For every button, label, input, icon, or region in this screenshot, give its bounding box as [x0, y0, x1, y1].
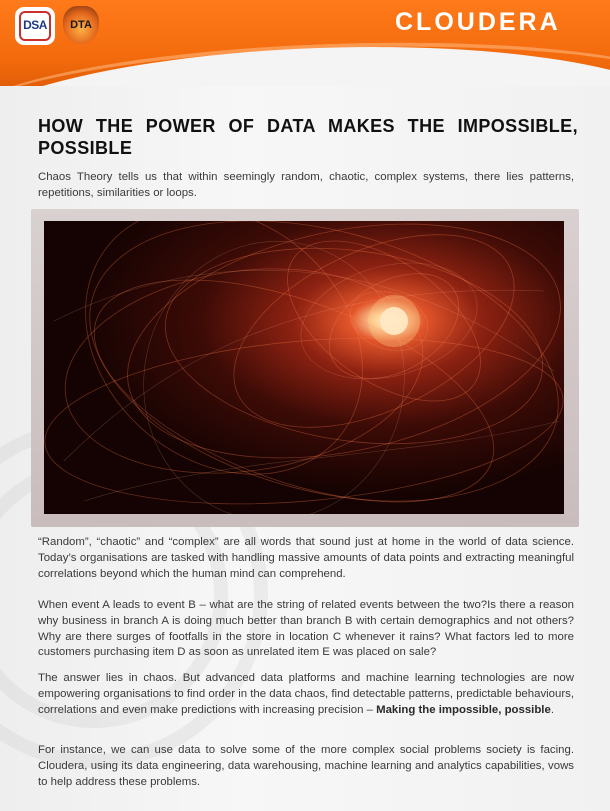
dsa-logo [17, 9, 53, 43]
paragraph-2: When event A leads to event B – what are the string of related events between the two?Is there a reason why business in branch A is doing much better than branch B with certain demographics and not others? Why are there surges of footfalls in the store in location C whenever it rains? What factors led to more customers purchasing item D as soon as unrelated item E was placed on sale? [38, 599, 574, 659]
paragraph-4: For instance, we can use data to solve some of the more complex social problems society is facing. Cloudera, using its data engineering, data warehousing, machine learning and analytics capabilities, vows to help address these problems. [38, 744, 574, 788]
dsa-logo-text: DSA [23, 18, 47, 32]
paragraph-3-end: . [550, 703, 554, 716]
cloudera-logo: CLOUDERA [395, 8, 561, 36]
chaos-attractor-graphic [44, 221, 564, 514]
dta-logo [63, 6, 99, 44]
paragraph-1: “Random”, “chaotic” and “complex” are all words that sound just at home in the world of data science. Today’s organisations are tasked with handling massive amounts of data points and extracting meaningful correlations beyond which the human mind can comprehend. [38, 536, 574, 580]
paragraph-3 [38, 671, 574, 718]
intro-paragraph: Chaos Theory tells us that within seemingly random, chaotic, complex systems, there lies patterns, repetitions, similarities or loops. [38, 171, 574, 199]
page-title: HOW THE POWER OF DATA MAKES THE IMPOSSIBLE, POSSIBLE [38, 116, 578, 158]
paragraph-3-text: The answer lies in chaos. But advanced data platforms and machine learning technologies are now empowering organisations to find order in the data chaos, find detectable patterns, predictable behaviours, correlations and even make predictions with increasing precision – [38, 672, 574, 716]
chaos-attractor-image [44, 221, 564, 514]
page-header [0, 0, 610, 86]
paragraph-3-emphasis: Making the impossible, possible [376, 703, 551, 716]
dta-logo-text: DTA [70, 19, 92, 31]
